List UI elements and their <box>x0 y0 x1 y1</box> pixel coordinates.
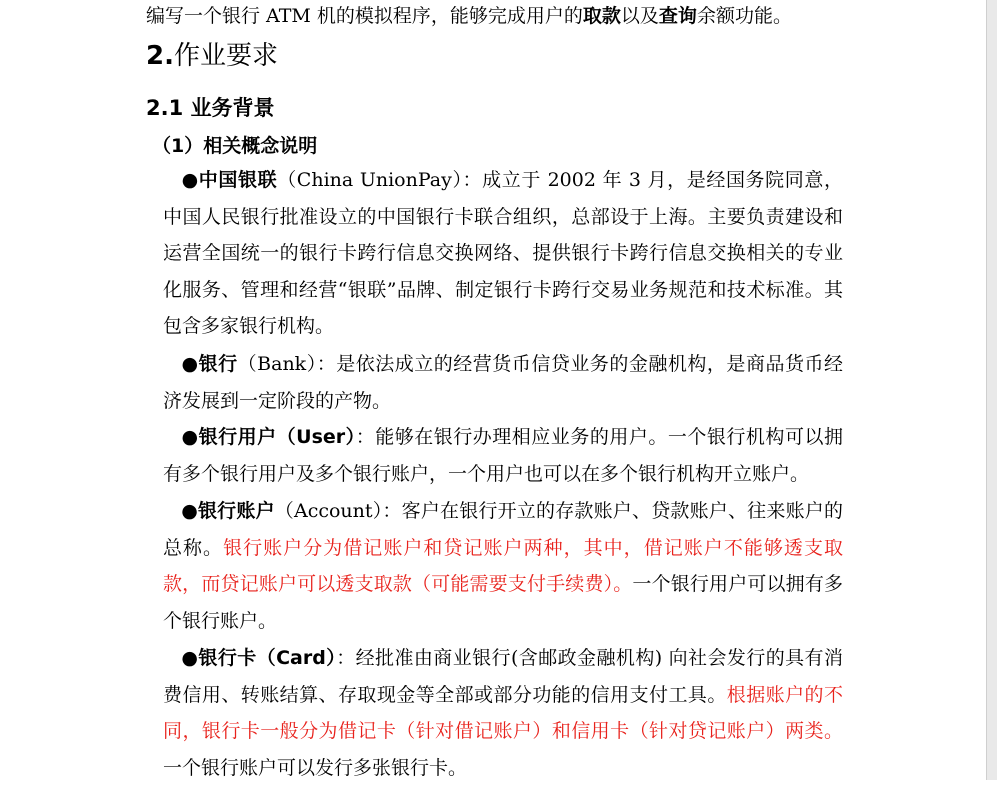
bullet-icon: ● <box>181 647 199 669</box>
item-text: （Account）：客户在银行开立的存款账户、贷款账户、往来账户的总称。 <box>163 500 843 559</box>
bullet-icon: ● <box>181 169 199 191</box>
item-term: 银行 <box>198 353 238 375</box>
page-scroll-edge <box>986 0 997 780</box>
item-term: 银行账户 <box>197 500 275 522</box>
item-text-end: 一个银行账户可以发行多张银行卡。 <box>163 756 468 779</box>
item-text: ：能够在银行办理相应业务的用户。一个银行机构可以拥有多个银行用户及多个银行账户，一个用户也可以在多个银行机构开立账户。 <box>163 426 843 485</box>
bullet-icon: ● <box>181 426 199 448</box>
item-term: 银行用户（User） <box>198 426 356 448</box>
item-card <box>163 640 843 786</box>
item-term: 银行卡（Card） <box>198 647 337 669</box>
item-text: （Bank）：是依法成立的经营货币信贷业务的金融机构，是商品货币经济发展到一定阶段的产物。 <box>163 353 843 412</box>
item-account <box>163 493 843 639</box>
intro-paragraph <box>146 4 792 28</box>
intro-text-suffix: 余额功能。 <box>696 5 792 27</box>
item-highlight-text: 根据账户的不同，银行卡一般分为借记卡（针对借记账户）和信用卡（针对贷记账户）两类。 <box>163 683 843 743</box>
item-unionpay <box>163 162 843 345</box>
intro-text-mid: 以及 <box>620 5 659 27</box>
item-text-end: 一个银行用户可以拥有多个银行账户。 <box>163 573 843 632</box>
item-highlight-text: 银行账户分为借记账户和贷记账户两种，其中，借记账户不能够透支取款，而贷记账户可以透支取款（可能需要支付手续费）。 <box>163 536 843 596</box>
section-heading <box>146 40 278 72</box>
bullet-icon: ● <box>181 500 198 522</box>
item-term: 中国银联 <box>198 169 278 191</box>
intro-bold-withdraw: 取款 <box>582 5 621 27</box>
item-user <box>163 419 843 492</box>
subsubsection-heading: （1）相关概念说明 <box>152 135 318 157</box>
bullet-icon: ● <box>181 353 199 375</box>
section-number: 2. <box>146 41 174 71</box>
intro-bold-query: 查询 <box>658 5 697 27</box>
section-title: 作业要求 <box>173 41 278 71</box>
item-text: （China UnionPay）：成立于 2002 年 3 月，是经国务院同意，中国人民银行批准设立的中国银行卡联合组织，总部设于上海。主要负责建设和运营全国统一的银行卡跨行信息交换网络、提供银行卡跨行信息交换相关的专业化服务、管理和经营“银联”品牌、制定银行卡跨行交易业务规范和技术标准。其包含多家银行机构。 <box>163 169 843 338</box>
item-bank <box>163 346 843 419</box>
item-text: ：经批准由商业银行(含邮政金融机构) 向社会发行的具有消费信用、转账结算、存取现金等全部或部分功能的信用支付工具。 <box>163 647 843 706</box>
intro-text: 编写一个银行 ATM 机的模拟程序，能够完成用户的 <box>146 5 583 27</box>
subsection-heading: 2.1 业务背景 <box>146 96 275 120</box>
